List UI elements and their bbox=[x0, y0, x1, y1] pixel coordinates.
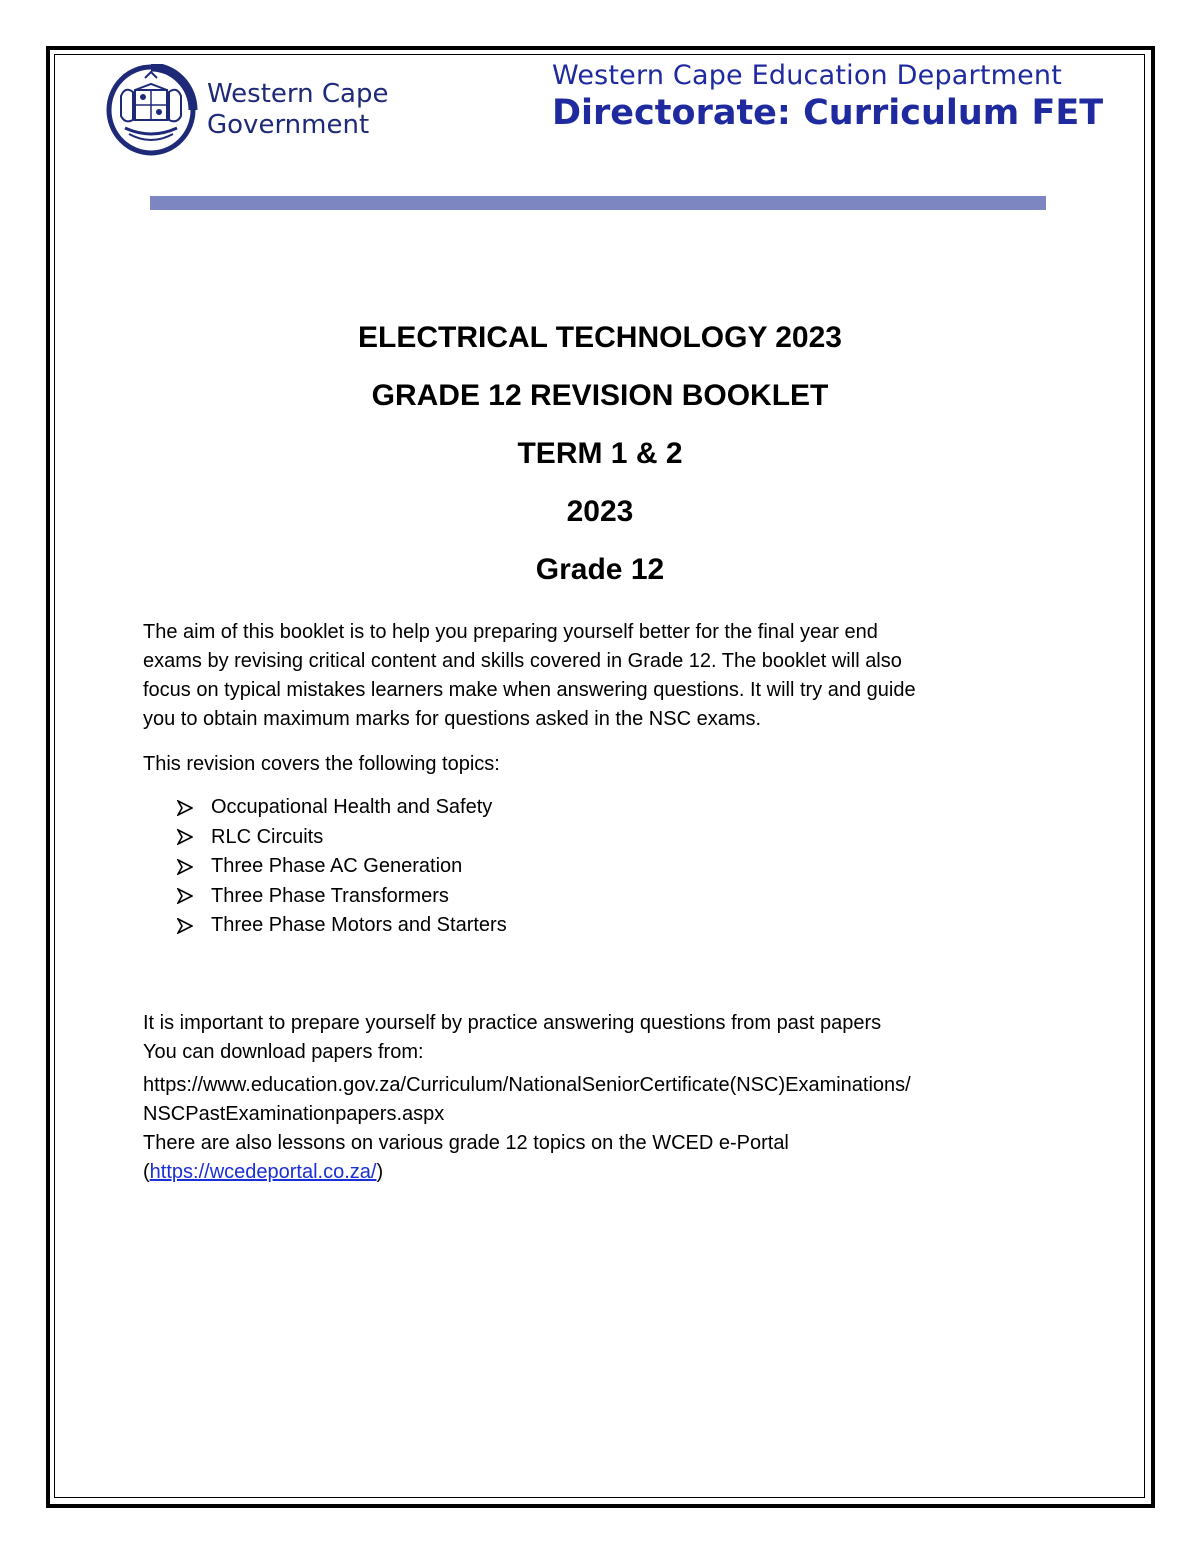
intro-line: The aim of this booklet is to help you preparing yourself better for the final year end bbox=[143, 621, 878, 643]
intro-paragraph bbox=[143, 618, 1063, 734]
closing-line: You can download papers from: bbox=[143, 1040, 424, 1063]
topic-label: Three Phase Motors and Starters bbox=[211, 914, 507, 937]
directorate-name: Directorate: Curriculum FET bbox=[552, 93, 1104, 133]
closing-line: It is important to prepare yourself by practice answering questions from past papers bbox=[143, 1011, 882, 1034]
year-title: 2023 bbox=[566, 495, 634, 528]
title-block bbox=[0, 320, 1200, 610]
logo-line-1: Western Cape bbox=[207, 79, 389, 109]
grade-title: Grade 12 bbox=[535, 553, 665, 586]
arrow-bullet-icon bbox=[177, 859, 193, 875]
portal-line bbox=[143, 1158, 1063, 1187]
term-title: TERM 1 & 2 bbox=[517, 437, 683, 470]
header-divider bbox=[150, 196, 1046, 210]
government-logo bbox=[105, 64, 388, 156]
government-logo-text bbox=[207, 79, 388, 141]
intro-line: focus on typical mistakes learners make when answering questions. It will try and guide bbox=[143, 679, 916, 701]
booklet-title: GRADE 12 REVISION BOOKLET bbox=[371, 379, 829, 412]
intro-line: exams by revising critical content and skills covered in Grade 12. The booklet will also bbox=[143, 650, 902, 672]
closing-line: There are also lessons on various grade 12 topics on the WCED e-Portal bbox=[143, 1131, 789, 1154]
topics-heading: This revision covers the following topics: bbox=[143, 753, 500, 775]
paren-open: ( bbox=[143, 1160, 150, 1183]
list-item bbox=[177, 823, 1063, 853]
list-item bbox=[177, 793, 1063, 823]
past-papers-url-continued: NSCPastExaminationpapers.aspx bbox=[143, 1102, 445, 1125]
past-papers-url: https://www.education.gov.za/Curriculum/NationalSeniorCertificate(NSC)Examinations/ bbox=[143, 1073, 911, 1096]
arrow-bullet-icon bbox=[177, 829, 193, 845]
arrow-bullet-icon bbox=[177, 918, 193, 934]
arrow-bullet-icon bbox=[177, 800, 193, 816]
topics-list bbox=[143, 793, 1063, 941]
paren-close: ) bbox=[376, 1160, 384, 1183]
topic-label: Occupational Health and Safety bbox=[211, 796, 493, 819]
eportal-link[interactable]: https://wcedeportal.co.za/ bbox=[149, 1160, 377, 1183]
department-name: Western Cape Education Department bbox=[552, 60, 1063, 91]
intro-line: you to obtain maximum marks for questions asked in the NSC exams. bbox=[143, 708, 762, 730]
department-header bbox=[552, 60, 1104, 133]
coat-of-arms-icon bbox=[105, 64, 201, 156]
body-content bbox=[143, 618, 1063, 1187]
topic-label: Three Phase AC Generation bbox=[211, 855, 463, 878]
list-item bbox=[177, 911, 1063, 941]
subject-title: ELECTRICAL TECHNOLOGY 2023 bbox=[358, 321, 842, 354]
arrow-bullet-icon bbox=[177, 888, 193, 904]
topic-label: RLC Circuits bbox=[211, 825, 324, 848]
topic-label: Three Phase Transformers bbox=[211, 884, 449, 907]
list-item bbox=[177, 852, 1063, 882]
logo-line-2: Government bbox=[207, 110, 370, 140]
closing-paragraph bbox=[143, 1009, 1063, 1187]
list-item bbox=[177, 882, 1063, 912]
